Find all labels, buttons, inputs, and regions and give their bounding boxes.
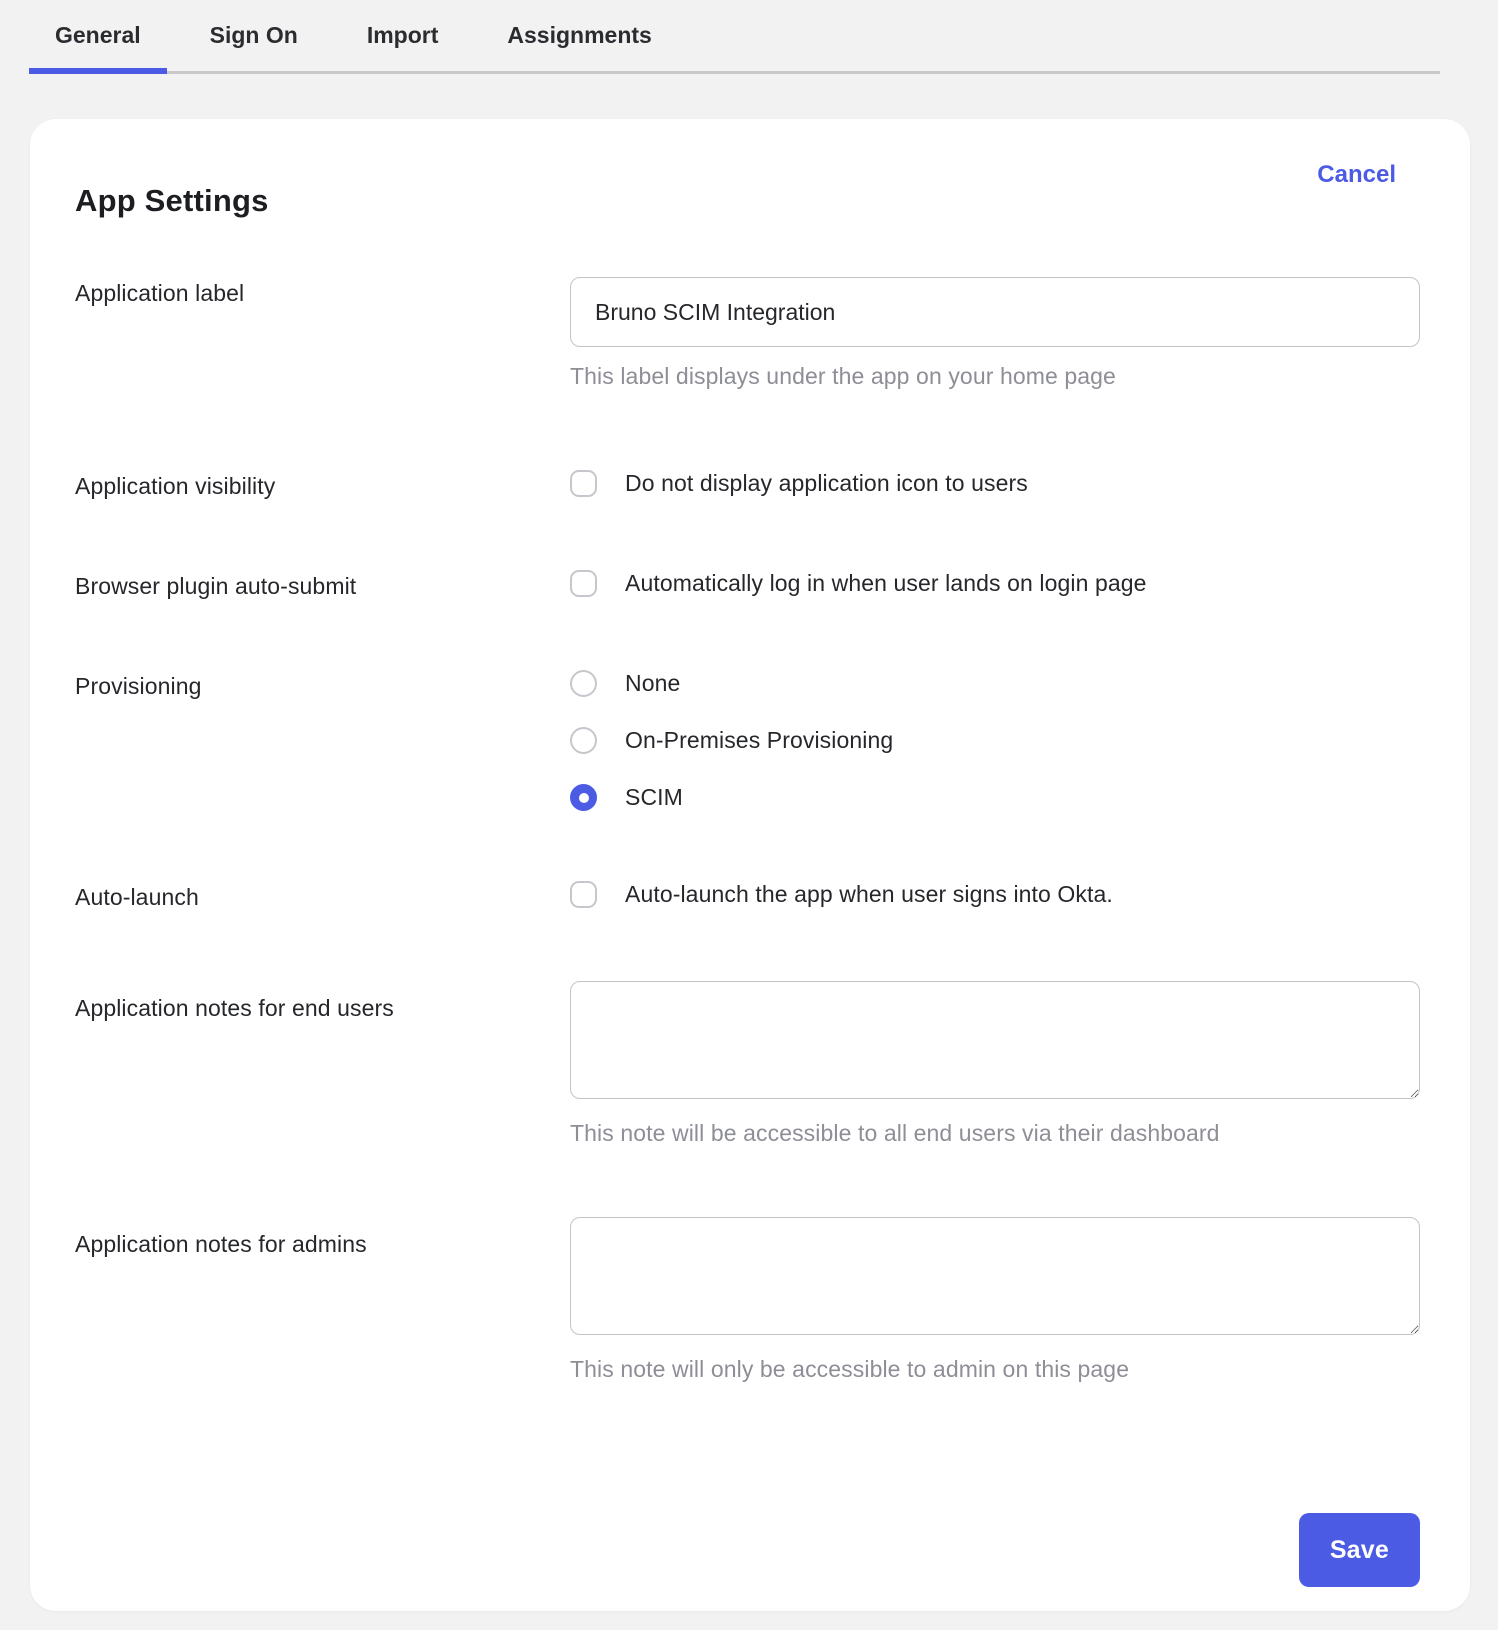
provisioning-option-scim[interactable]: [570, 784, 1420, 811]
application-label-helper: This label displays under the app on your home page: [570, 363, 1116, 389]
row-provisioning: [75, 670, 1420, 811]
notes-admins-textarea[interactable]: [570, 1217, 1420, 1335]
application-visibility-choice[interactable]: [570, 470, 1420, 497]
provisioning-radio-scim[interactable]: [570, 784, 597, 811]
notes-end-users-textarea[interactable]: [570, 981, 1420, 1099]
provisioning-radio-none[interactable]: [570, 670, 597, 697]
browser-plugin-checkbox-label: Automatically log in when user lands on login page: [625, 570, 1147, 596]
row-application-label: [75, 277, 1420, 390]
notes-admins-label: Application notes for admins: [75, 1231, 367, 1257]
row-notes-admins: [75, 1217, 1420, 1383]
tab-general[interactable]: General: [29, 14, 167, 74]
page-title: App Settings: [75, 183, 269, 218]
provisioning-radio-on-premises[interactable]: [570, 727, 597, 754]
browser-plugin-checkbox[interactable]: [570, 570, 597, 597]
application-label-input[interactable]: [570, 277, 1420, 347]
tab-sign-on[interactable]: Sign On: [209, 22, 298, 48]
cancel-link[interactable]: Cancel: [1317, 161, 1396, 188]
row-application-visibility: [75, 470, 1420, 500]
provisioning-radio-none-label: None: [625, 670, 681, 696]
provisioning-option-none[interactable]: [570, 670, 1420, 697]
application-label-label: Application label: [75, 280, 245, 306]
provisioning-radio-scim-label: SCIM: [625, 784, 683, 810]
application-visibility-checkbox[interactable]: [570, 470, 597, 497]
row-notes-end-users: [75, 981, 1420, 1147]
tab-import[interactable]: Import: [366, 22, 439, 48]
notes-end-users-label: Application notes for end users: [75, 995, 394, 1021]
notes-end-users-helper: This note will be accessible to all end users via their dashboard: [570, 1120, 1220, 1146]
auto-launch-label: Auto-launch: [75, 884, 199, 910]
auto-launch-checkbox[interactable]: [570, 881, 597, 908]
browser-plugin-label: Browser plugin auto-submit: [75, 573, 357, 599]
provisioning-label: Provisioning: [75, 673, 202, 699]
row-browser-plugin: [75, 570, 1420, 600]
application-visibility-checkbox-label: Do not display application icon to users: [625, 470, 1028, 496]
tab-assignments[interactable]: Assignments: [507, 22, 652, 48]
app-settings-card: [30, 119, 1470, 1611]
app-tabs: [29, 0, 1440, 74]
notes-admins-helper: This note will only be accessible to admin on this page: [570, 1356, 1130, 1382]
provisioning-option-on-premises[interactable]: [570, 727, 1420, 754]
provisioning-radio-on-premises-label: On-Premises Provisioning: [625, 727, 894, 753]
browser-plugin-choice[interactable]: [570, 570, 1420, 597]
auto-launch-checkbox-label: Auto-launch the app when user signs into Okta.: [625, 881, 1113, 907]
card-header: [75, 161, 1420, 219]
auto-launch-choice[interactable]: [570, 881, 1420, 908]
save-button[interactable]: Save: [1299, 1513, 1420, 1587]
application-visibility-label: Application visibility: [75, 473, 276, 499]
card-footer: [1299, 1513, 1420, 1587]
row-auto-launch: [75, 881, 1420, 911]
